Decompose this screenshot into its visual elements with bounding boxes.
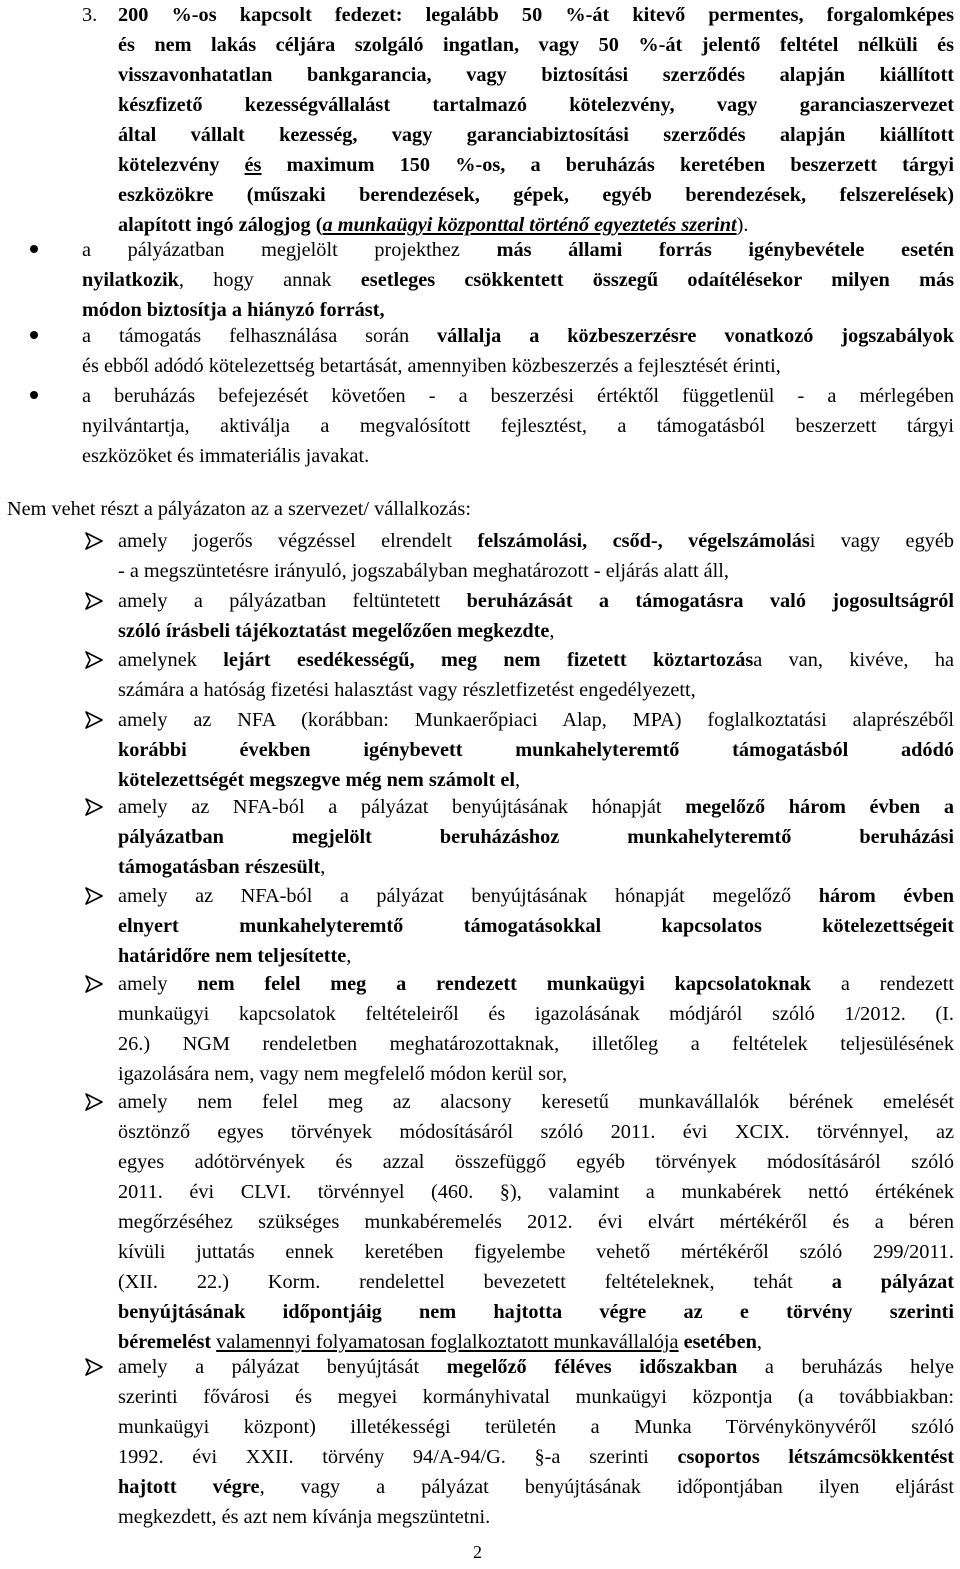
text-line: amely nem felel meg a rendezett munkaügyi kapcsolatoknak a rendezett: [118, 973, 954, 995]
exclusion-item-7: [118, 969, 954, 1089]
arrow-bullet-icon: [84, 1092, 104, 1112]
text-line: határidőre nem teljesítette,: [118, 945, 352, 967]
arrow-bullet-icon: [84, 974, 104, 994]
section-intro: [7, 494, 947, 524]
exclusion-item-9: [118, 1352, 954, 1532]
exclusion-item-8: [118, 1087, 954, 1357]
page-number: 2: [473, 1542, 482, 1562]
text-line: a beruházás befejezését követően - a beszerzési értéktől függetlenül - a mérlegében: [82, 385, 954, 407]
text-line: - a megszüntetésre irányuló, jogszabályban meghatározott - eljárás alatt áll,: [118, 560, 730, 582]
arrow-bullet-icon: [84, 710, 104, 730]
arrow-bullet-icon: [84, 797, 104, 817]
text-line: amely az NFA-ból a pályázat benyújtásának hónapját megelőző három évben a: [118, 796, 954, 818]
exclusion-item-4: [118, 705, 954, 795]
text-line: amely a pályázatban feltüntetett beruházását a támogatásra való jogosultságról: [118, 590, 954, 612]
text-line: Nem vehet részt a pályázaton az a szervezet/ vállalkozás:: [7, 498, 471, 520]
text-line: egyes adótörvények és azzal összefüggő egyéb törvények módosításáról szóló: [118, 1151, 954, 1173]
text-line: amely az NFA (korábban: Munkaerőpiaci Alap, MPA) foglalkoztatási alaprészéből: [118, 709, 954, 731]
text-line: eszközökre (műszaki berendezések, gépek, egyéb berendezések, felszerelések): [118, 184, 954, 206]
bullet-icon: [30, 331, 38, 339]
exclusion-item-2: [118, 586, 954, 646]
text-line: benyújtásának időpontjáig nem hajtotta végre az e törvény szerinti: [118, 1301, 954, 1323]
text-line: 26.) NGM rendeletben meghatározottaknak, illetőleg a feltételek teljesülésének: [118, 1033, 954, 1055]
text-line: (XII. 22.) Korm. rendelettel bevezetett feltételeknek, tehát a pályázat: [118, 1271, 954, 1293]
text-line: alapított ingó zálogjog (a munkaügyi központtal történő egyeztetés szerint).: [118, 214, 749, 236]
text-line: eszközöket és immateriális javakat.: [82, 445, 370, 467]
bullet-icon: [30, 245, 38, 253]
list-number: 3.: [82, 4, 98, 26]
bullet-item-1: [82, 235, 954, 325]
text-line: nyilatkozik, hogy annak esetleges csökkentett összegű odaítélésekor milyen más: [82, 269, 954, 291]
text-line: amely a pályázat benyújtását megelőző féléves időszakban a beruházás helye: [118, 1356, 954, 1378]
text-line: hajtott végre, vagy a pályázat benyújtásának időpontjában ilyen eljárást: [118, 1476, 954, 1498]
exclusion-item-3: [118, 645, 954, 705]
text-line: pályázatban megjelölt beruházáshoz munkahelyteremtő beruházási: [118, 826, 954, 848]
text-line: kötelezettségét megszegve még nem számolt el,: [118, 769, 521, 791]
exclusion-item-6: [118, 881, 954, 971]
list-item-3: [118, 0, 954, 240]
arrow-bullet-icon: [84, 1357, 104, 1377]
text-line: a pályázatban megjelölt projekthez más állami forrás igénybevétele esetén: [82, 239, 954, 261]
text-line: béremelést valamennyi folyamatosan foglalkoztatott munkavállalója esetében,: [118, 1331, 762, 1353]
arrow-bullet-icon: [84, 591, 104, 611]
text-line: módon biztosítja a hiányzó forrást,: [82, 299, 385, 321]
text-line: a támogatás felhasználása során vállalja a közbeszerzésre vonatkozó jogszabályok: [82, 325, 954, 347]
text-line: szóló írásbeli tájékoztatást megelőzően megkezdte,: [118, 620, 555, 642]
text-line: és nem lakás céljára szolgáló ingatlan, vagy 50 %-át jelentő feltétel nélküli és: [118, 34, 954, 56]
exclusion-item-1: [118, 526, 954, 586]
text-line: munkaügyi központ) illetékességi területén a Munka Törvénykönyvéről szóló: [118, 1416, 954, 1438]
bullet-item-2: [82, 321, 954, 381]
text-line: szerinti fővárosi és megyei kormányhivatal munkaügyi központja (a továbbiakban:: [118, 1386, 954, 1408]
text-line: kívüli juttatás ennek keretében figyelembe vehető mértékéről szóló 299/2011.: [118, 1241, 954, 1263]
text-line: igazolására nem, vagy nem megfelelő módon kerül sor,: [118, 1063, 568, 1085]
text-line: 200 %-os kapcsolt fedezet: legalább 50 %-át kitevő permentes, forgalomképes: [118, 4, 954, 26]
bullet-icon: [30, 391, 38, 399]
text-line: amely jogerős végzéssel elrendelt felszámolási, csőd-, végelszámolási vagy egyéb: [118, 530, 954, 552]
arrow-bullet-icon: [84, 650, 104, 670]
exclusion-item-5: [118, 792, 954, 882]
text-line: 1992. évi XXII. törvény 94/A-94/G. §-a szerinti csoportos létszámcsökkentést: [118, 1446, 954, 1468]
text-line: amely nem felel meg az alacsony keresetű munkavállalók bérének emelését: [118, 1091, 954, 1113]
text-line: amely az NFA-ból a pályázat benyújtásának hónapját megelőző három évben: [118, 885, 954, 907]
text-line: által vállalt kezesség, vagy garanciabiztosítási szerződés alapján kiállított: [118, 124, 954, 146]
bullet-item-3: [82, 381, 954, 471]
text-line: és ebből adódó kötelezettség betartását, amennyiben közbeszerzés a fejlesztését érinti,: [82, 355, 781, 377]
text-line: nyilvántartja, aktiválja a megvalósított fejlesztést, a támogatásból beszerzett tárgyi: [82, 415, 954, 437]
text-line: támogatásban részesült,: [118, 856, 326, 878]
text-line: megőrzéséhez szükséges munkabéremelés 2012. évi elvárt mértékéről és a béren: [118, 1211, 954, 1233]
text-line: készfizető kezességvállalást tartalmazó kötelezvény, vagy garanciaszervezet: [118, 94, 954, 116]
arrow-bullet-icon: [84, 886, 104, 906]
text-line: 2011. évi CLVI. törvénnyel (460. §), valamint a munkabérek nettó értékének: [118, 1181, 954, 1203]
text-line: visszavonhatatlan bankgarancia, vagy biztosítási szerződés alapján kiállított: [118, 64, 954, 86]
text-line: amelynek lejárt esedékességű, meg nem fizetett köztartozása van, kivéve, ha: [118, 649, 954, 671]
arrow-bullet-icon: [84, 531, 104, 551]
text-line: munkaügyi kapcsolatok feltételeiről és igazolásának módjáról szóló 1/2012. (I.: [118, 1003, 954, 1025]
text-line: korábbi években igénybevett munkahelyteremtő támogatásból adódó: [118, 739, 954, 761]
text-line: ösztönző egyes törvények módosításáról szóló 2011. évi XCIX. törvénnyel, az: [118, 1121, 954, 1143]
text-line: számára a hatóság fizetési halasztást vagy részletfizetést engedélyezett,: [118, 679, 696, 701]
text-line: megkezdett, és azt nem kívánja megszüntetni.: [118, 1506, 491, 1528]
text-line: kötelezvény és maximum 150 %-os, a beruházás keretében beszerzett tárgyi: [118, 154, 954, 176]
text-line: elnyert munkahelyteremtő támogatásokkal kapcsolatos kötelezettségeit: [118, 915, 954, 937]
